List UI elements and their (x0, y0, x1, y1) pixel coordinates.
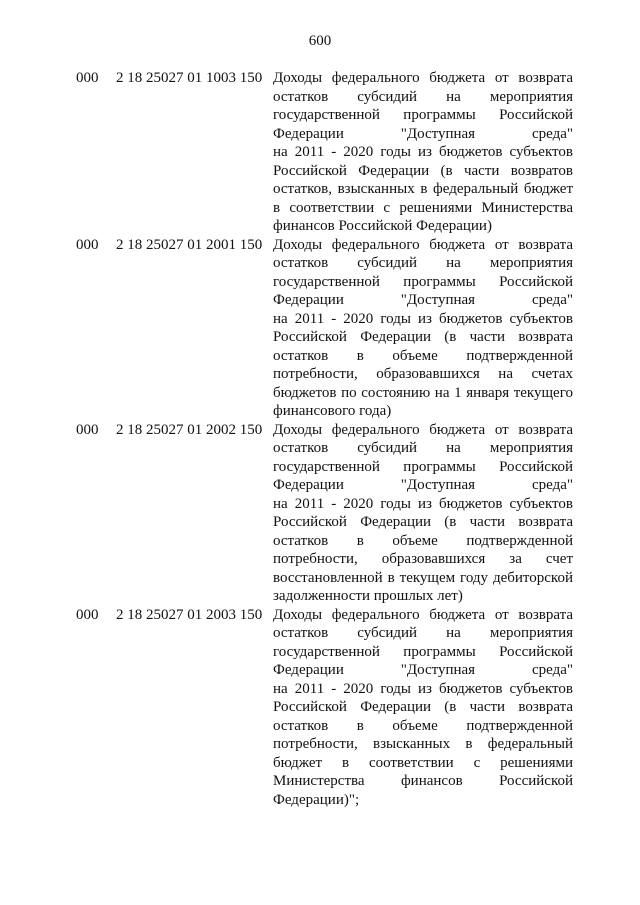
admin-code: 000 (76, 70, 99, 86)
description-line: бюджетов по состоянию на 1 января текущего (273, 384, 573, 401)
description-line: потребности, образовавшихся на счетах (273, 366, 573, 382)
description-line: Федерации)"; (273, 791, 360, 808)
admin-code: 000 (76, 236, 99, 253)
description-line: государственной программы Российской (273, 273, 573, 290)
table-row (0, 421, 640, 606)
description-line: Доходы федерального бюджета от возврата (273, 70, 573, 86)
description-line: потребности, взысканных в федеральный (273, 736, 573, 752)
description-line: задолженности прошлых лет) (273, 588, 463, 604)
budget-classification-code: 2 18 25027 01 1003 150 (116, 70, 263, 86)
description-line: Российской Федерации (в части возврата (273, 699, 573, 715)
table-row (0, 606, 640, 810)
admin-code: 000 (76, 421, 99, 438)
description-line: на 2011 - 2020 годы из бюджетов субъектов (273, 495, 573, 512)
description-line: Доходы федерального бюджета от возврата (273, 606, 573, 623)
income-description (273, 236, 573, 421)
budget-classification-code: 2 18 25027 01 2003 150 (116, 606, 263, 623)
income-description (273, 421, 573, 606)
table-row (0, 236, 640, 421)
description-line: остатков субсидий на мероприятия (273, 255, 573, 271)
description-line: Доходы федерального бюджета от возврата (273, 236, 573, 253)
page-number: 600 (308, 33, 332, 49)
description-line: Российской Федерации (в части возврата (273, 514, 573, 530)
description-line: государственной программы Российской (273, 643, 573, 660)
income-description (273, 606, 573, 810)
description-line: финансов Российской Федерации) (273, 218, 492, 234)
description-line: Российской Федерации (в части возврата (273, 329, 573, 345)
budget-classification-code: 2 18 25027 01 2001 150 (116, 236, 263, 253)
description-line: остатков субсидий на мероприятия (273, 440, 573, 456)
budget-classification-code: 2 18 25027 01 2002 150 (116, 421, 263, 438)
description-line: потребности, образовавшихся за счет (273, 551, 573, 567)
description-line: Российской Федерации (в части возвратов (273, 162, 573, 179)
description-line: остатков в объеме подтвержденной (273, 347, 573, 364)
description-line: финансового года) (273, 403, 392, 419)
description-line: Федерации "Доступная среда" (273, 477, 573, 493)
description-line: в соответствии с решениями Министерства (273, 199, 573, 216)
description-line: на 2011 - 2020 годы из бюджетов субъектов (273, 680, 573, 697)
description-line: остатков, взысканных в федеральный бюджет (273, 181, 573, 197)
description-line: остатков субсидий на мероприятия (273, 88, 573, 105)
income-description (273, 69, 573, 236)
table-row (0, 69, 640, 236)
description-line: на 2011 - 2020 годы из бюджетов субъектов (273, 144, 573, 160)
description-line: государственной программы Российской (273, 107, 573, 123)
description-line: восстановленной в текущем году дебиторской (273, 569, 573, 586)
description-line: Министерства финансов Российской (273, 773, 573, 789)
description-line: Федерации "Доступная среда" (273, 292, 573, 308)
description-line: Федерации "Доступная среда" (273, 125, 573, 142)
description-line: Федерации "Доступная среда" (273, 662, 573, 678)
description-line: остатков субсидий на мероприятия (273, 625, 573, 641)
description-line: государственной программы Российской (273, 458, 573, 475)
admin-code: 000 (76, 606, 99, 623)
code-table (0, 69, 640, 809)
description-line: остатков в объеме подтвержденной (273, 532, 573, 549)
description-line: на 2011 - 2020 годы из бюджетов субъектов (273, 310, 573, 327)
description-line: остатков в объеме подтвержденной (273, 717, 573, 734)
description-line: бюджет в соответствии с решениями (273, 754, 573, 771)
description-line: Доходы федерального бюджета от возврата (273, 421, 573, 438)
